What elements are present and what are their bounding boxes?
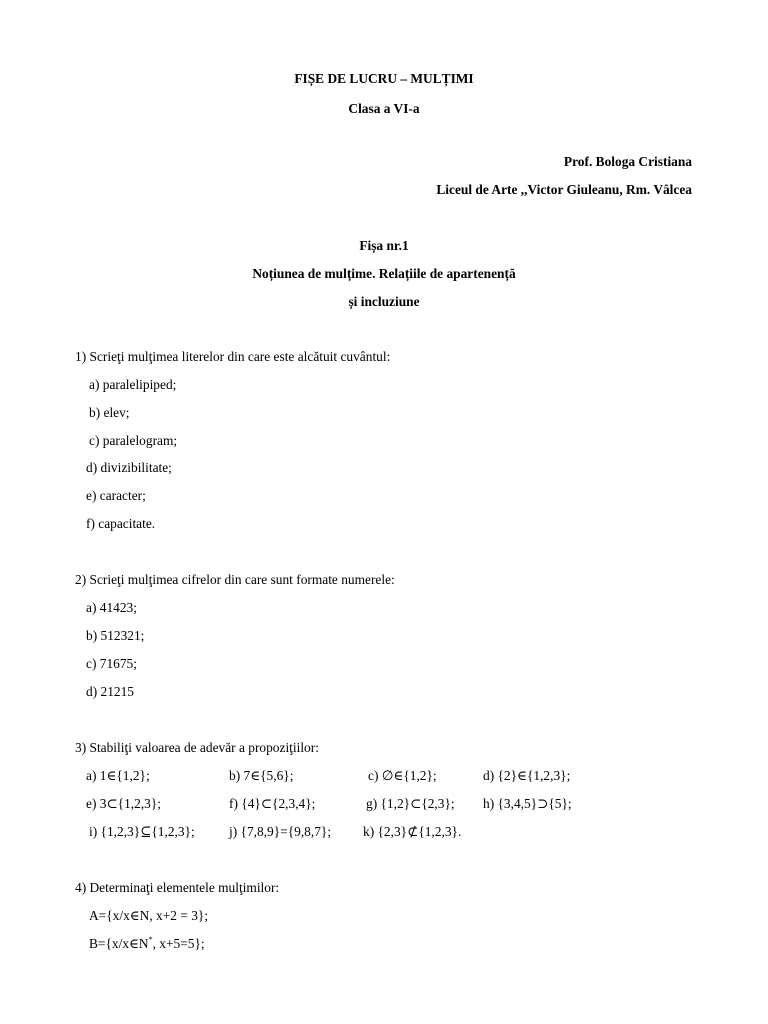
proposition-k: k) {2,3}⊄{1,2,3}.	[363, 824, 462, 839]
exercise4-prompt: 4) Determinaţi elementele mulţimilor:	[75, 880, 280, 895]
exercise1-prompt: 1) Scrieţi mulţimea literelor din care este alcătuit cuvântul:	[75, 349, 391, 364]
proposition-c: c) ∅∈{1,2};	[368, 768, 437, 783]
set-b-part1: B={x/x∈N	[89, 936, 149, 951]
proposition-i: i) {1,2,3}⊆{1,2,3};	[89, 824, 195, 839]
author-name: Prof. Bologa Cristiana	[563, 154, 692, 169]
grade-label: Clasa a VI-a	[348, 101, 420, 116]
exercise1-item: b) elev;	[89, 405, 130, 420]
sheet-topic-line2: și incluziune	[348, 294, 420, 309]
proposition-b: b) 7∈{5,6};	[229, 768, 294, 783]
exercise1-item: c) paralelogram;	[89, 433, 178, 448]
exercise2-item: d) 21215	[86, 684, 134, 699]
set-b-part2: , x+5=5};	[152, 936, 205, 951]
exercise1-item: f) capacitate.	[86, 516, 156, 531]
proposition-a: a) 1∈{1,2};	[86, 768, 150, 783]
proposition-e: e) 3⊂{1,2,3};	[86, 796, 162, 811]
school-name: Liceul de Arte ,,Victor Giuleanu, Rm. Vâlcea	[436, 182, 692, 197]
exercise2-item: c) 71675;	[86, 656, 137, 671]
proposition-g: g) {1,2}⊂{2,3};	[366, 796, 455, 811]
proposition-j: j) {7,8,9}={9,8,7};	[229, 824, 332, 839]
set-b-definition	[89, 936, 205, 952]
exercise1-item: d) divizibilitate;	[86, 460, 172, 475]
exercise2-item: a) 41423;	[86, 600, 137, 615]
exercise2-item: b) 512321;	[86, 628, 145, 643]
sheet-topic-line1: Noțiunea de mulțime. Relațiile de apartenență	[252, 266, 516, 281]
proposition-h: h) {3,4,5}⊃{5};	[483, 796, 572, 811]
exercise1-item: e) caracter;	[86, 488, 146, 503]
set-b-superscript: *	[148, 935, 153, 944]
exercise1-item: a) paralelipiped;	[89, 377, 177, 392]
exercise2-prompt: 2) Scrieţi mulţimea cifrelor din care sunt formate numerele:	[75, 572, 395, 587]
proposition-d: d) {2}∈{1,2,3};	[483, 768, 571, 783]
set-a-definition: A={x/x∈N, x+2 = 3};	[89, 908, 209, 923]
sheet-number: Fișa nr.1	[359, 238, 409, 253]
exercise3-prompt: 3) Stabiliţi valoarea de adevăr a propoziţiilor:	[75, 740, 319, 755]
document-title: FIȘE DE LUCRU – MULȚIMI	[294, 71, 474, 86]
proposition-f: f) {4}⊂{2,3,4};	[229, 796, 316, 811]
